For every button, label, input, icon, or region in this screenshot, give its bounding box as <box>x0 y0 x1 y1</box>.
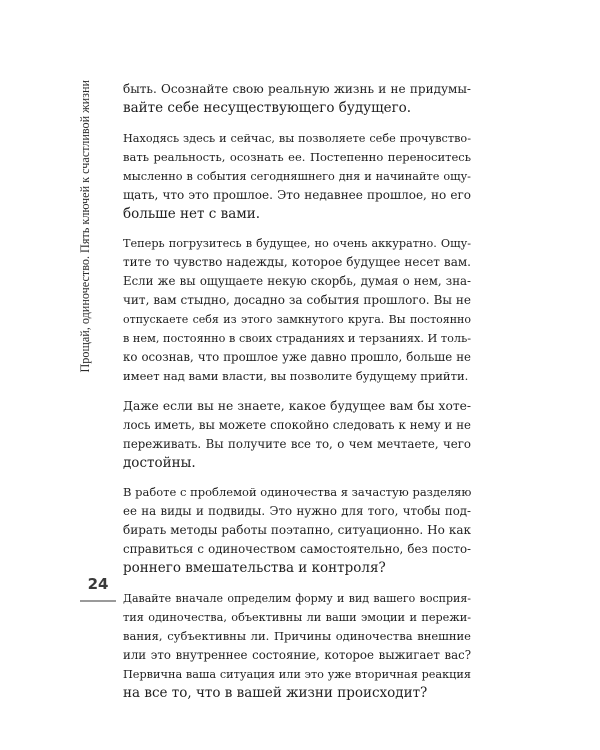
text-line: или это внутреннее состояние, которое выжигает вас? <box>123 647 471 662</box>
text-line: ко осознав, что прошлое уже давно прошло, больше не <box>123 350 471 364</box>
text-line: бирать методы работы поэтапно, ситуационно. Но как <box>123 523 471 537</box>
text-line: мысленно в события сегодняшнего дня и начинайте ощу- <box>123 169 471 183</box>
text-line: переживать. Вы получите все то, о чем мечтаете, чего <box>123 436 471 451</box>
text-line: В работе с проблемой одиночества я зачастую разделяю <box>123 485 471 499</box>
paragraph-1 <box>123 80 471 118</box>
text-line: Теперь погрузитесь в будущее, но очень аккуратно. Ощу- <box>123 237 471 250</box>
text-line: больше нет с вами. <box>123 205 261 222</box>
running-head: Прощай, одиночество. Пять ключей к счастливой жизни <box>78 80 92 373</box>
text-line: роннего вмешательства и контроля? <box>123 560 386 576</box>
paragraph-6 <box>123 589 471 703</box>
text-line: лось иметь, вы можете спокойно следовать к нему и не <box>123 417 471 432</box>
text-line: имеет над вами власти, вы позволите будущему прийти. <box>123 369 469 383</box>
text-line: вайте себе несуществующего будущего. <box>123 100 412 116</box>
text-line: отпускаете себя из этого замкнутого круга. Вы постоянно <box>123 313 471 326</box>
paragraph-5 <box>123 483 471 578</box>
text-line: Давайте вначале определим форму и вид вашего восприя- <box>123 591 471 605</box>
text-line: вать реальность, осознать ее. Постепенно переноситесь <box>123 149 471 164</box>
text-line: Если же вы ощущаете некую скорбь, думая о нем, зна- <box>123 274 471 288</box>
text-line: тите то чувство надежды, которое будущее несет вам. <box>123 255 471 269</box>
text-line: достойны. <box>123 454 196 471</box>
text-line: Находясь здесь и сейчас, вы позволяете себе прочувство- <box>123 131 471 145</box>
text-line: на все то, что в вашей жизни происходит? <box>123 684 428 701</box>
text-line: ее на виды и подвиды. Это нужно для того, чтобы под- <box>123 504 471 518</box>
text-line: вания, субъективны ли. Причины одиночества внешние <box>123 628 471 643</box>
text-line: справиться с одиночеством самостоятельно, без посто- <box>123 542 471 556</box>
text-line: чит, вам стыдно, досадно за события прошлого. Вы не <box>123 293 471 307</box>
page-number: 24 <box>87 575 109 593</box>
paragraph-4 <box>123 397 471 473</box>
text-line: быть. Осознайте свою реальную жизнь и не придумы- <box>123 82 471 96</box>
text-line: Первична ваша ситуация или это уже вторичная реакция <box>123 667 471 681</box>
text-line: в нем, постоянно в своих страданиях и терзаниях. И толь- <box>123 332 471 345</box>
paragraph-2 <box>123 129 471 224</box>
text-line: Даже если вы не знаете, какое будущее вам бы хоте- <box>123 398 471 413</box>
page-number-box <box>80 570 116 602</box>
body-text <box>123 80 471 713</box>
paragraph-3 <box>123 234 471 386</box>
text-line: щать, что это прошлое. Это недавнее прошлое, но его <box>123 187 471 202</box>
text-line: тия одиночества, объективны ли ваши эмоции и пережи- <box>123 610 471 624</box>
